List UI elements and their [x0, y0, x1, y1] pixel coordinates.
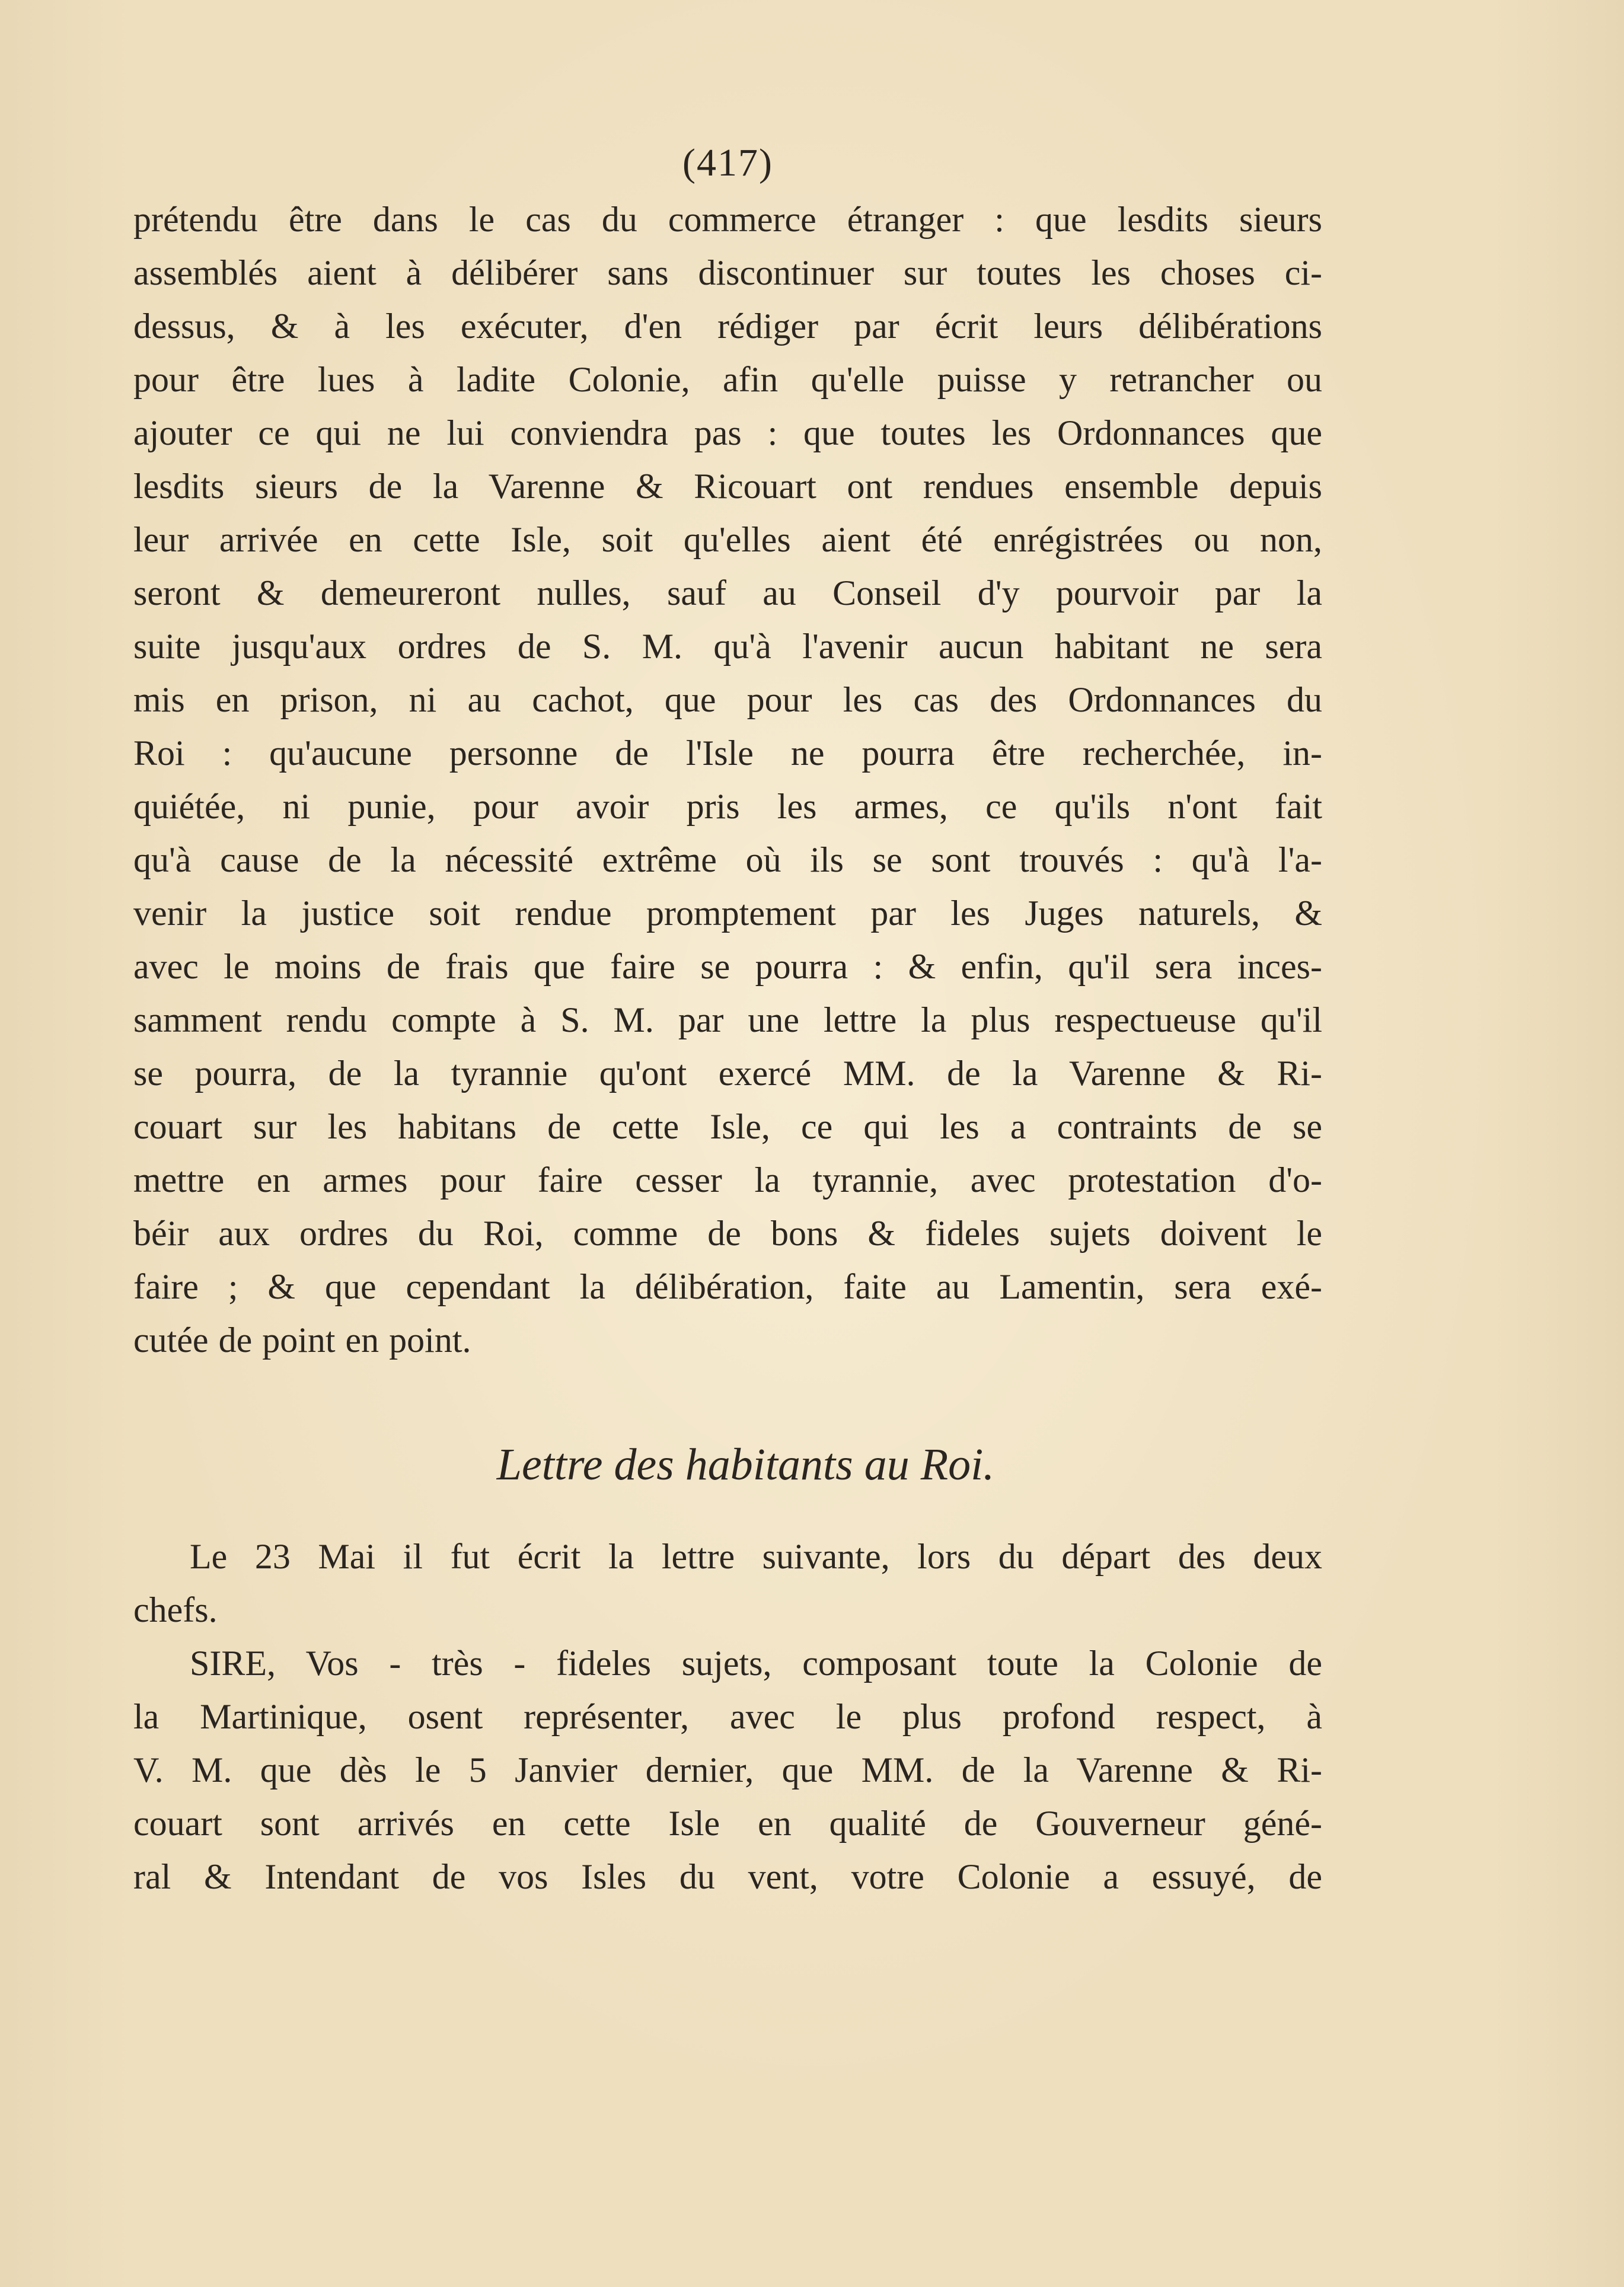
paragraph-ordonnances [133, 193, 1322, 1367]
text-line: mis en prison, ni au cachot, que pour les cas des Ordonnances du [133, 680, 1322, 719]
text-line: béir aux ordres du Roi, comme de bons & fideles sujets doivent le [133, 1214, 1322, 1253]
paragraph-letter-body [133, 1637, 1322, 1903]
text-line: la Martinique, osent représenter, avec le plus profond respect, à [133, 1697, 1322, 1736]
text-line: V. M. que dès le 5 Janvier dernier, que MM. de la Varenne & Ri- [133, 1750, 1322, 1790]
text-line: Roi : qu'aucune personne de l'Isle ne pourra être recherchée, in- [133, 733, 1322, 773]
section-title: Lettre des habitants au Roi. [496, 1440, 995, 1489]
text-line: mettre en armes pour faire cesser la tyrannie, avec protestation d'o- [133, 1160, 1322, 1200]
text-line: pour être lues à ladite Colonie, afin qu'elle puisse y retrancher ou [133, 360, 1322, 399]
text-line: samment rendu compte à S. M. par une lettre la plus respectueuse qu'il [133, 1000, 1322, 1039]
text-line: SIRE, Vos - très - fideles sujets, composant toute la Colonie de [190, 1644, 1322, 1683]
text-line: venir la justice soit rendue promptement par les Juges naturels, & [133, 894, 1322, 933]
text-line: cutée de point en point. [133, 1320, 471, 1360]
text-line: ajouter ce qui ne lui conviendra pas : que toutes les Ordonnances que [133, 413, 1322, 452]
text-line: se pourra, de la tyrannie qu'ont exercé MM. de la Varenne & Ri- [133, 1054, 1322, 1093]
text-line: dessus, & à les exécuter, d'en rédiger par écrit leurs délibérations [133, 307, 1322, 346]
text-line: Le 23 Mai il fut écrit la lettre suivante, lors du départ des deux [190, 1537, 1322, 1576]
text-line: lesdits sieurs de la Varenne & Ricouart ont rendues ensemble depuis [133, 467, 1322, 506]
text-line: assemblés aient à délibérer sans discontinuer sur toutes les choses ci- [133, 253, 1322, 292]
text-line: seront & demeureront nulles, sauf au Conseil d'y pourvoir par la [133, 573, 1322, 613]
text-line: leur arrivée en cette Isle, soit qu'elles aient été enrégistrées ou non, [133, 520, 1322, 559]
paragraph-letter-intro [133, 1530, 1322, 1637]
text-line: quiétée, ni punie, pour avoir pris les armes, ce qu'ils n'ont fait [133, 787, 1322, 826]
text-line: couart sur les habitans de cette Isle, ce qui les a contraints de se [133, 1107, 1322, 1146]
text-line: couart sont arrivés en cette Isle en qualité de Gouverneur géné- [133, 1804, 1322, 1843]
text-line: chefs. [133, 1590, 218, 1629]
text-line: faire ; & que cependant la délibération, faite au Lamentin, sera exé- [133, 1267, 1322, 1306]
text-line: prétendu être dans le cas du commerce étranger : que lesdits sieurs [133, 200, 1322, 239]
text-line: avec le moins de frais que faire se pourra : & enfin, qu'il sera inces- [133, 947, 1322, 986]
page-text [133, 133, 1322, 1903]
text-line: suite jusqu'aux ordres de S. M. qu'à l'avenir aucun habitant ne sera [133, 627, 1322, 666]
text-line: qu'à cause de la nécessité extrême où ils se sont trouvés : qu'à l'a- [133, 840, 1322, 879]
page-number: (417) [682, 141, 773, 184]
text-line: ral & Intendant de vos Isles du vent, votre Colonie a essuyé, de [133, 1857, 1322, 1896]
